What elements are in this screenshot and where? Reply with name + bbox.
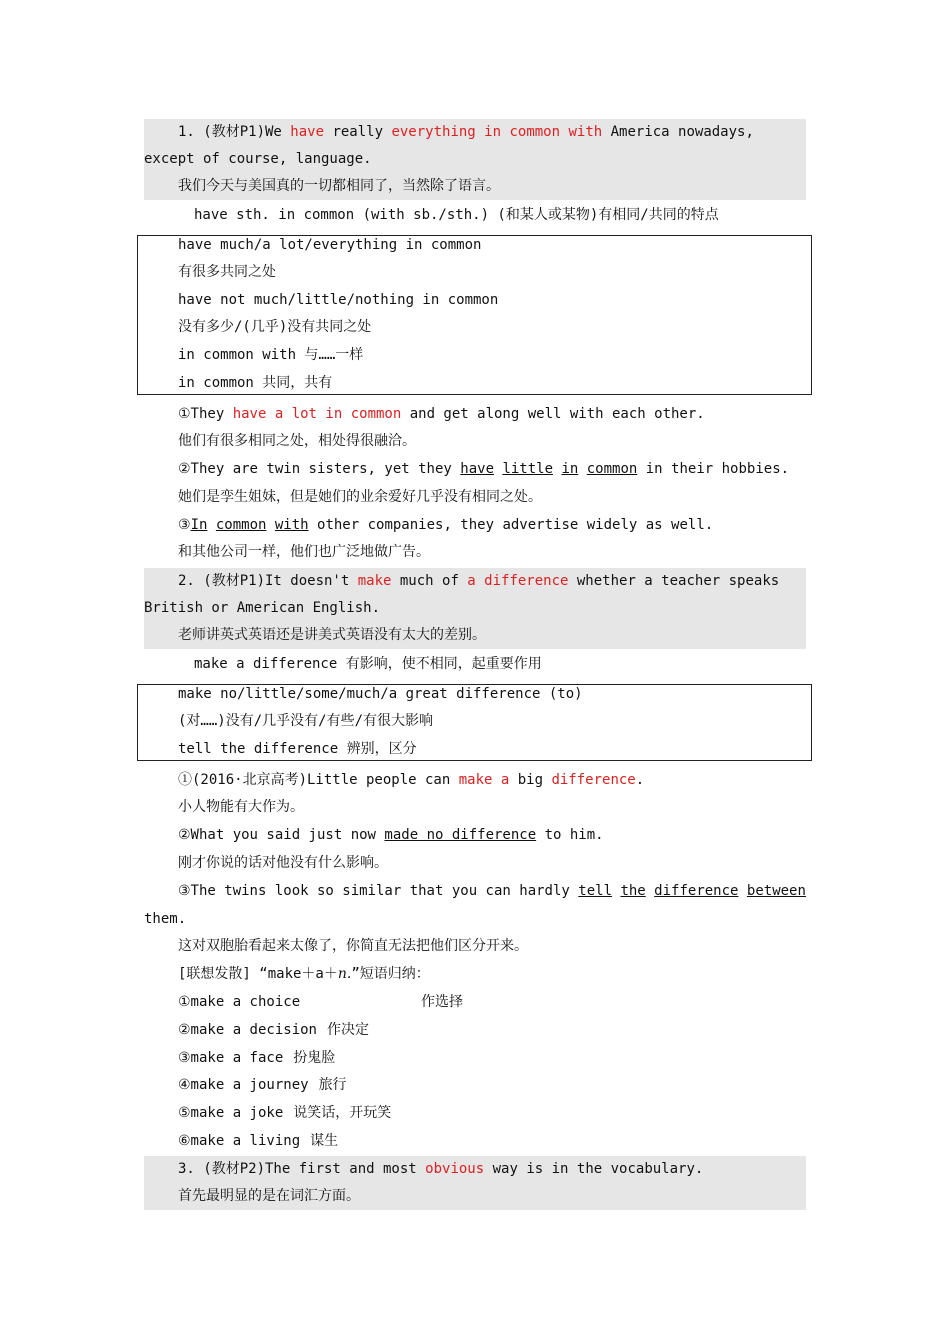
highlight-phrase: a difference	[467, 573, 569, 589]
association-text: [联想发散] “make＋a＋	[178, 966, 338, 982]
item2-example-1	[144, 767, 806, 794]
example-text: to him.	[536, 827, 604, 843]
example-text: ①They	[178, 406, 233, 422]
list-en: ④make a journey	[178, 1077, 309, 1093]
item1-phrase: have sth. in common (with sb./sth.) (和某人或某物)有相同/共同的特点	[194, 207, 719, 223]
item1-head-text: 1. (教材P1)We	[178, 124, 291, 140]
list-en: ②make a decision	[178, 1022, 317, 1038]
item1-head	[144, 119, 806, 146]
list-cn: 作决定	[326, 1022, 369, 1038]
list-cn: 谋生	[310, 1133, 339, 1149]
item2-example-3-tail: them.	[144, 911, 187, 927]
item1-example-2-cn: 她们是孪生姐妹，但是她们的业余爱好几乎没有相同之处。	[178, 489, 542, 505]
example-text: ②What you said just now	[178, 827, 385, 843]
item2-head-text: whether a teacher speaks	[568, 573, 780, 589]
item1-example-1	[144, 401, 806, 428]
item1-head-text: America nowadays,	[602, 124, 754, 140]
item2-example-3	[144, 878, 806, 905]
list-en: ⑥make a living	[178, 1133, 301, 1149]
example-text: big	[509, 772, 552, 788]
highlight-word: obvious	[425, 1161, 485, 1177]
example-text: ③	[178, 517, 191, 533]
item1-example-2	[144, 456, 806, 483]
item2-example-2	[144, 822, 806, 849]
highlight-word: have	[290, 124, 325, 140]
item2-translation: 老师讲英式英语还是讲美式英语没有太大的差别。	[144, 622, 806, 649]
association-heading	[144, 961, 806, 988]
list-cn: 作选择	[421, 994, 463, 1010]
item2-head-text: much of	[391, 573, 468, 589]
example-text: other companies, they advertise widely as well.	[308, 517, 714, 533]
space	[266, 517, 274, 533]
blank-answer: made no difference	[384, 827, 537, 843]
blank-answer: little	[502, 461, 554, 477]
item1-head-text: really	[324, 124, 392, 140]
blank-answer: in	[561, 461, 579, 477]
list-cn: 说笑话，开玩笑	[293, 1105, 392, 1121]
blank-answer: common	[586, 461, 638, 477]
box-line: have not much/little/nothing in common	[178, 292, 499, 308]
blank-answer: difference	[654, 883, 739, 899]
item2-example-1-cn: 小人物能有大作为。	[178, 799, 304, 815]
item2-head-text: 2. (教材P1)It doesn't	[178, 573, 358, 589]
box-line: (对……)没有/几乎没有/有些/有很大影响	[178, 713, 434, 729]
box-line: make no/little/some/much/a great difference (to)	[178, 686, 583, 702]
blank-answer: common	[215, 517, 267, 533]
blank-answer: have	[460, 461, 494, 477]
item1-example-3	[144, 512, 806, 539]
list-item	[144, 1072, 806, 1099]
highlight-word: make	[357, 573, 392, 589]
item1-example-3-cn: 和其他公司一样，他们也广泛地做广告。	[178, 544, 430, 560]
association-text: ”短语归纳：	[351, 966, 430, 982]
box-line: in common 共同，共有	[178, 375, 333, 391]
space	[738, 883, 746, 899]
blank-answer: In	[190, 517, 208, 533]
item3-head-text: 3. (教材P2)The first and most	[178, 1161, 426, 1177]
highlight-phrase: have a lot in common	[232, 406, 402, 422]
blank-answer: tell	[578, 883, 612, 899]
space	[207, 517, 215, 533]
highlight-word: difference	[551, 772, 636, 788]
highlight-phrase: everything in common with	[391, 124, 603, 140]
box-line: have much/a lot/everything in common	[178, 237, 482, 253]
list-en: ⑤make a joke	[178, 1105, 284, 1121]
item2-example-2-cn: 刚才你说的话对他没有什么影响。	[178, 855, 388, 871]
example-text: ②They are twin sisters, yet they	[178, 461, 461, 477]
item1-example-1-cn: 他们有很多相同之处，相处得很融洽。	[178, 433, 416, 449]
space	[646, 883, 654, 899]
list-item	[144, 989, 806, 1016]
item1-head-cont: except of course, language.	[144, 146, 806, 173]
example-text: ③The twins look so similar that you can hardly	[178, 883, 579, 899]
example-text: and get along well with each other.	[401, 406, 705, 422]
example-text: in their hobbies.	[637, 461, 790, 477]
list-item	[144, 1017, 806, 1044]
list-item	[144, 1128, 806, 1155]
list-cn: 扮鬼脸	[293, 1050, 336, 1066]
list-cn: 旅行	[318, 1077, 347, 1093]
box-line: tell the difference 辨别，区分	[178, 741, 417, 757]
list-en: ③make a face	[178, 1050, 284, 1066]
item2-head-cont: British or American English.	[144, 595, 806, 622]
space	[578, 461, 586, 477]
highlight-phrase: make a	[458, 772, 510, 788]
box-line: 有很多共同之处	[178, 264, 276, 280]
association-n: n.	[337, 966, 352, 982]
blank-answer: with	[274, 517, 309, 533]
list-en: ①make a choice	[178, 994, 301, 1010]
list-item	[144, 1100, 806, 1127]
item3-head	[144, 1156, 806, 1183]
item3-head-text: way is in the vocabulary.	[484, 1161, 704, 1177]
box-line: 没有多少/(几乎)没有共同之处	[178, 319, 372, 335]
item3-translation: 首先最明显的是在词汇方面。	[144, 1183, 806, 1210]
item2-phrase: make a difference 有影响，使不相同，起重要作用	[194, 656, 542, 672]
example-text: .	[635, 772, 645, 788]
list-item	[144, 1045, 806, 1072]
box-line: in common with 与……一样	[178, 347, 364, 363]
item2-example-3-cn: 这对双胞胎看起来太像了，你简直无法把他们区分开来。	[178, 938, 528, 954]
item2-head	[144, 568, 806, 595]
blank-answer: the	[620, 883, 646, 899]
blank-answer: between	[746, 883, 806, 899]
item1-translation: 我们今天与美国真的一切都相同了，当然除了语言。	[144, 173, 806, 200]
example-text: ①(2016·北京高考)Little people can	[178, 772, 459, 788]
